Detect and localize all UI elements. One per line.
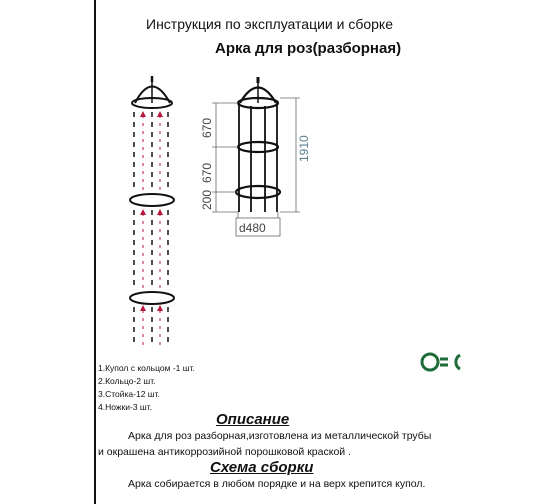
dim-diameter: d480 xyxy=(239,221,266,235)
dim-mid: 670 xyxy=(200,162,214,183)
assembled-view xyxy=(200,77,311,236)
document-title: Инструкция по эксплуатации и сборке xyxy=(146,16,393,32)
parts-list-item: 1.Купол с кольцом -1 шт. xyxy=(98,363,195,373)
ring-part xyxy=(130,194,174,206)
connector-icon xyxy=(422,354,460,370)
dim-top: 670 xyxy=(200,117,214,138)
dim-bottom: 200 xyxy=(200,189,214,210)
ring-part xyxy=(130,292,174,304)
parts-list-item: 2.Кольцо-2 шт. xyxy=(98,376,156,386)
assembly-text: Арка собирается в любом порядке и на верх крепится купол. xyxy=(128,478,426,490)
product-title: Арка для роз(разборная) xyxy=(215,40,402,57)
parts-list-item: 3.Стойка-12 шт. xyxy=(98,389,160,399)
dim-total: 1910 xyxy=(297,135,311,162)
posts-dashed xyxy=(134,112,168,345)
description-line-2: и окрашена антикоррозийной порошковой краской . xyxy=(98,446,351,458)
parts-list-item: 4.Ножки-3 шт. xyxy=(98,402,153,412)
description-line-1: Арка для роз разборная,изготовлена из металлической трубы xyxy=(128,430,432,442)
description-heading: Описание xyxy=(216,411,290,428)
assembly-heading: Схема сборки xyxy=(210,459,314,476)
parts-list xyxy=(98,362,195,414)
exploded-view xyxy=(130,76,174,345)
